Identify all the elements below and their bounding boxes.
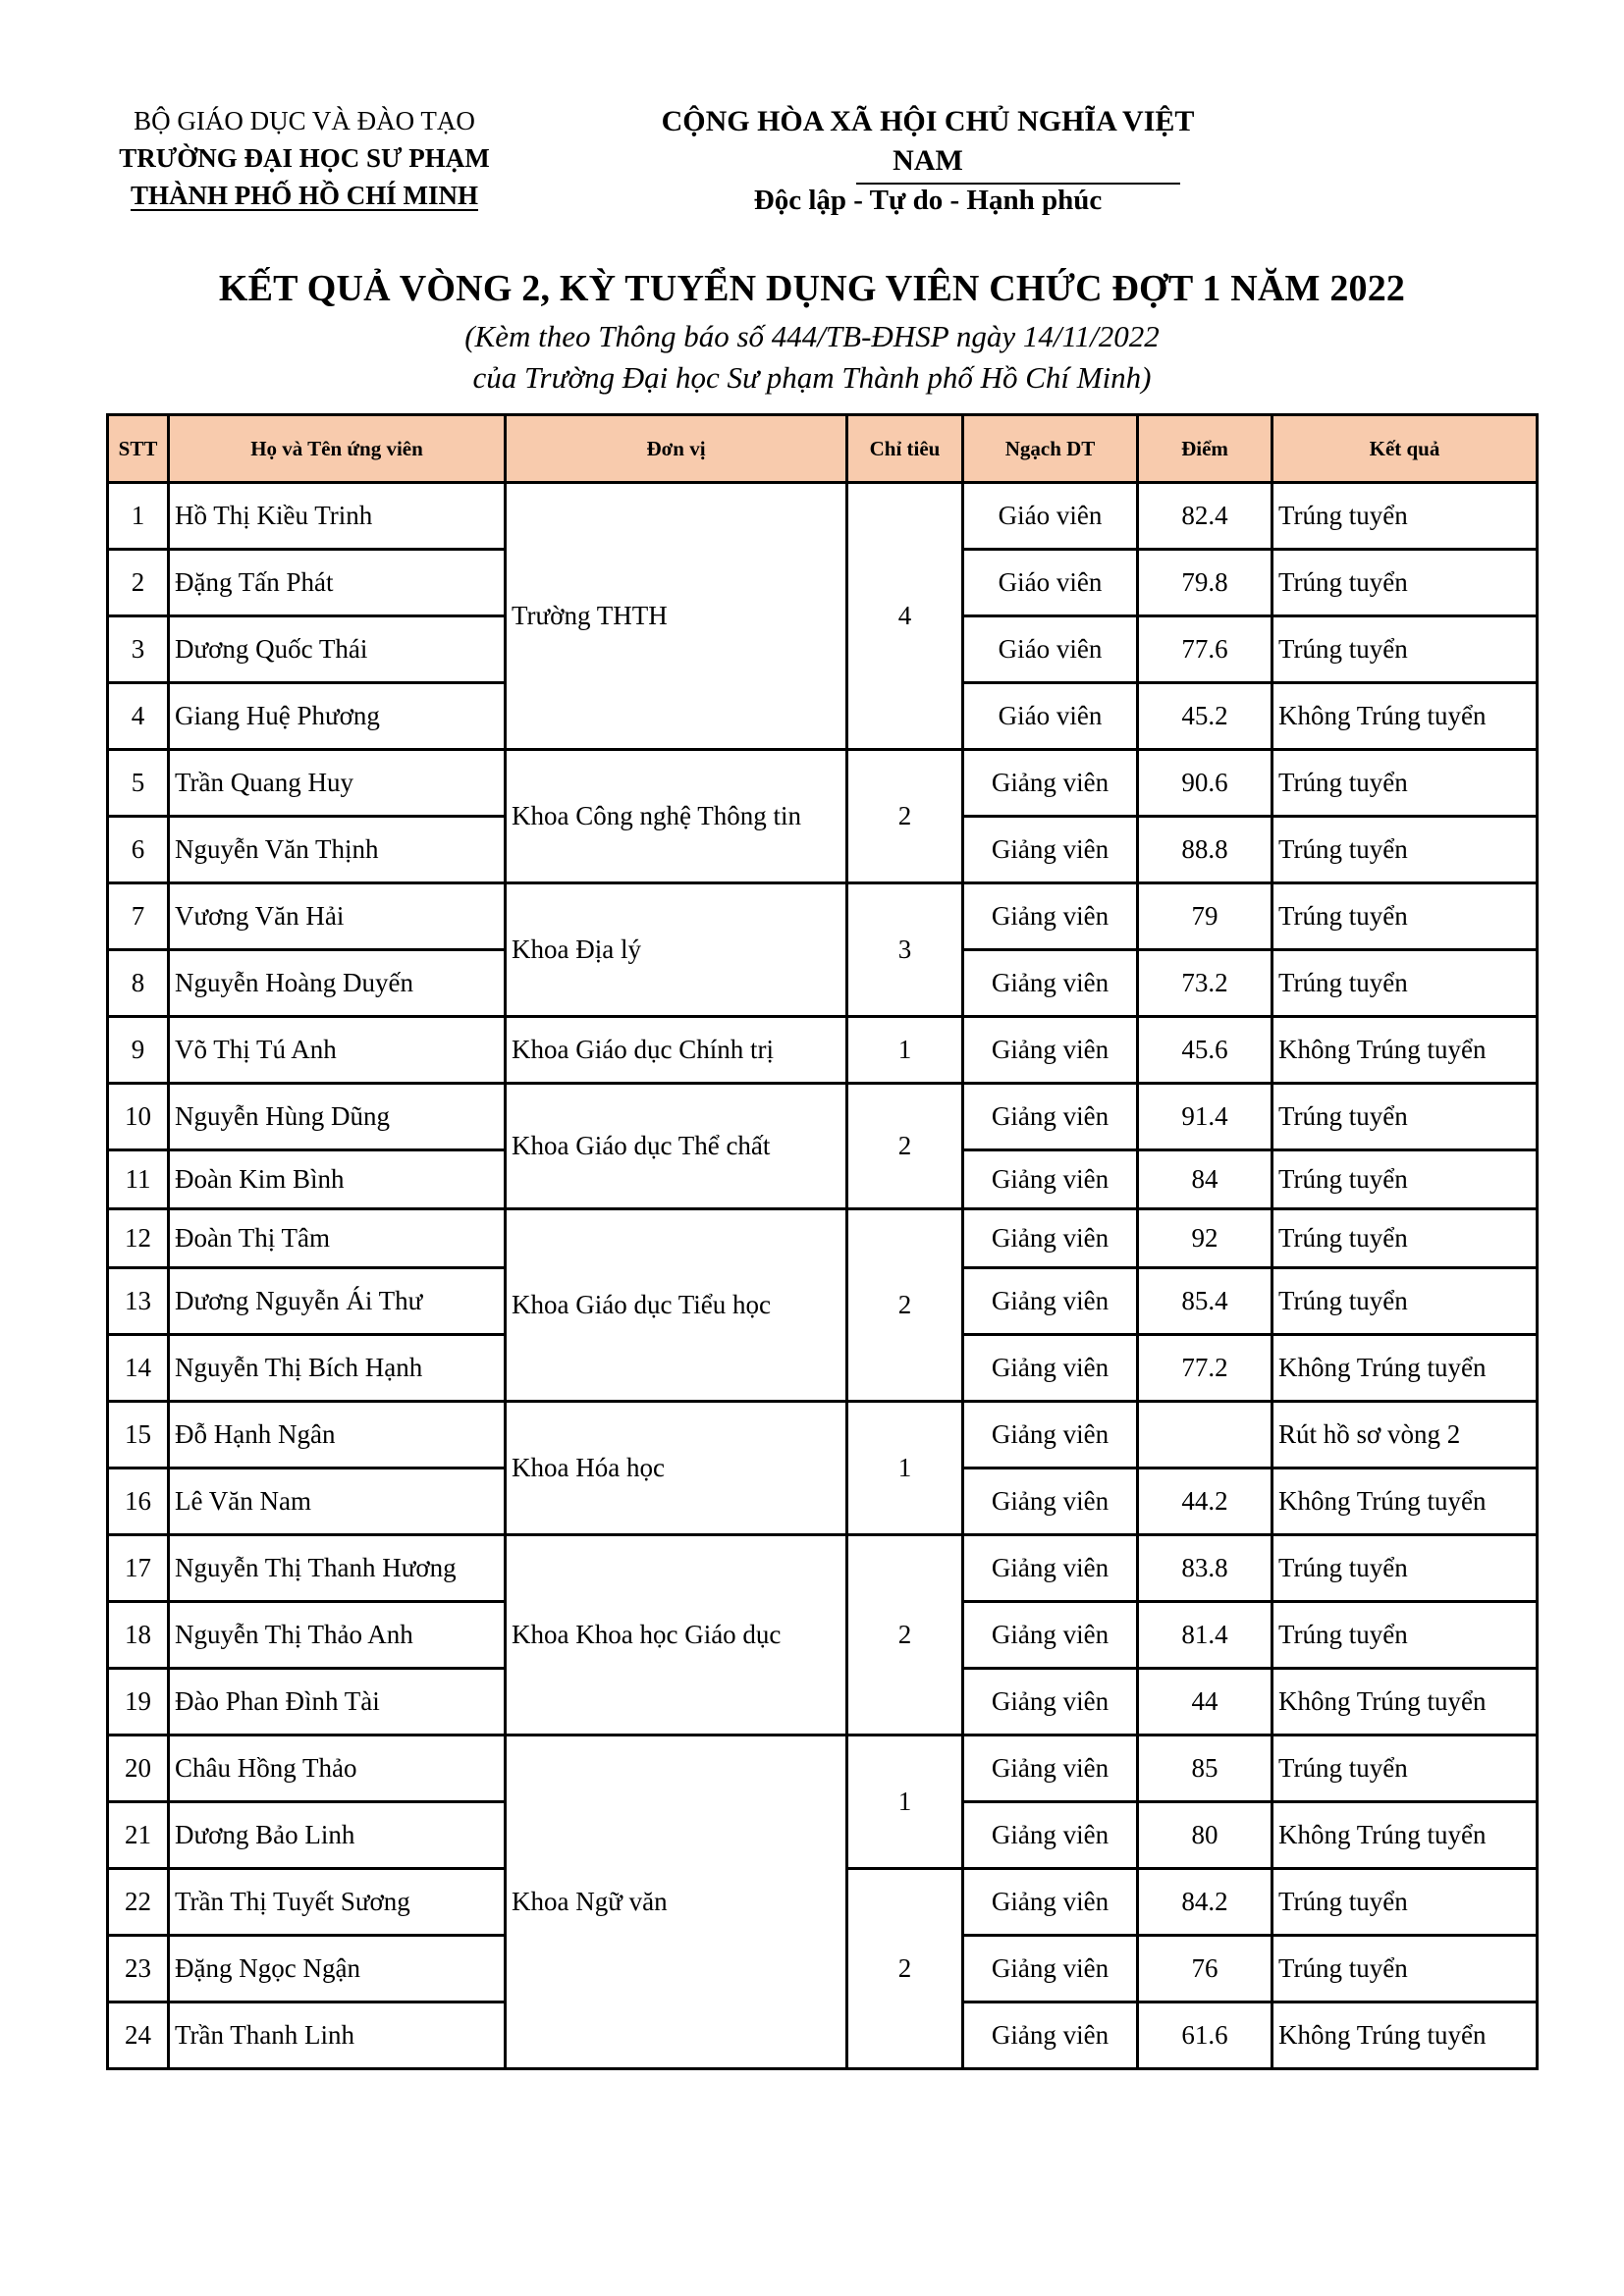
cell-score: 79	[1138, 883, 1272, 950]
table-row	[108, 883, 1538, 950]
cell-result: Trúng tuyển	[1272, 1150, 1538, 1209]
cell-name: Nguyễn Hùng Dũng	[169, 1084, 506, 1150]
cell-result: Không Trúng tuyển	[1272, 1669, 1538, 1735]
cell-name: Lê Văn Nam	[169, 1468, 506, 1535]
table-header-row	[108, 415, 1538, 483]
results-table	[106, 413, 1539, 2070]
cell-stt: 18	[108, 1602, 169, 1669]
cell-name: Đặng Tấn Phát	[169, 550, 506, 616]
cell-result: Không Trúng tuyển	[1272, 1468, 1538, 1535]
cell-unit: Trường THTH	[506, 483, 847, 750]
cell-result: Không Trúng tuyển	[1272, 1335, 1538, 1402]
cell-name: Nguyễn Văn Thịnh	[169, 817, 506, 883]
cell-score: 45.2	[1138, 683, 1272, 750]
cell-rank: Giáo viên	[963, 550, 1138, 616]
motto-underline	[856, 183, 1180, 185]
cell-score: 76	[1138, 1936, 1272, 2002]
cell-stt: 3	[108, 616, 169, 683]
col-header-rank: Ngạch DT	[963, 415, 1138, 483]
cell-result: Rút hồ sơ vòng 2	[1272, 1402, 1538, 1468]
cell-result: Trúng tuyển	[1272, 817, 1538, 883]
cell-rank: Giảng viên	[963, 1602, 1138, 1669]
cell-rank: Giảng viên	[963, 1802, 1138, 1869]
cell-rank: Giảng viên	[963, 1535, 1138, 1602]
table-row	[108, 1535, 1538, 1602]
cell-score: 88.8	[1138, 817, 1272, 883]
cell-name: Võ Thị Tú Anh	[169, 1017, 506, 1084]
cell-stt: 9	[108, 1017, 169, 1084]
university-name-line1: TRƯỜNG ĐẠI HỌC SƯ PHẠM	[119, 143, 490, 173]
cell-rank: Giảng viên	[963, 1869, 1138, 1936]
document-title: KẾT QUẢ VÒNG 2, KỲ TUYỂN DỤNG VIÊN CHỨC ĐỢT 1 NĂM 2022	[218, 268, 1406, 309]
cell-stt: 2	[108, 550, 169, 616]
cell-quota: 2	[847, 1869, 963, 2069]
cell-stt: 24	[108, 2002, 169, 2069]
cell-rank: Giảng viên	[963, 1017, 1138, 1084]
cell-name: Dương Bảo Linh	[169, 1802, 506, 1869]
cell-name: Dương Nguyễn Ái Thư	[169, 1268, 506, 1335]
cell-stt: 14	[108, 1335, 169, 1402]
table-row	[108, 750, 1538, 817]
cell-quota: 1	[847, 1402, 963, 1535]
cell-stt: 22	[108, 1869, 169, 1936]
cell-rank: Giảng viên	[963, 1669, 1138, 1735]
cell-rank: Giáo viên	[963, 616, 1138, 683]
cell-result: Trúng tuyển	[1272, 1084, 1538, 1150]
ministry-name: BỘ GIÁO DỤC VÀ ĐÀO TẠO	[134, 106, 475, 135]
cell-unit: Khoa Địa lý	[506, 883, 847, 1017]
cell-stt: 17	[108, 1535, 169, 1602]
cell-quota: 1	[847, 1735, 963, 1869]
cell-name: Đào Phan Đình Tài	[169, 1669, 506, 1735]
table-row	[108, 1735, 1538, 1802]
cell-rank: Giảng viên	[963, 1268, 1138, 1335]
cell-stt: 11	[108, 1150, 169, 1209]
cell-stt: 21	[108, 1802, 169, 1869]
cell-name: Châu Hồng Thảo	[169, 1735, 506, 1802]
cell-quota: 4	[847, 483, 963, 750]
cell-name: Trần Quang Huy	[169, 750, 506, 817]
cell-score: 85.4	[1138, 1268, 1272, 1335]
table-row	[108, 483, 1538, 550]
cell-rank: Giáo viên	[963, 483, 1138, 550]
cell-score: 61.6	[1138, 2002, 1272, 2069]
cell-quota: 2	[847, 1209, 963, 1402]
cell-name: Đỗ Hạnh Ngân	[169, 1402, 506, 1468]
col-header-name: Họ và Tên ứng viên	[169, 415, 506, 483]
cell-result: Trúng tuyển	[1272, 1869, 1538, 1936]
cell-name: Nguyễn Thị Thanh Hương	[169, 1535, 506, 1602]
cell-name: Nguyễn Hoàng Duyến	[169, 950, 506, 1017]
cell-stt: 7	[108, 883, 169, 950]
cell-quota: 2	[847, 750, 963, 883]
cell-result: Trúng tuyển	[1272, 1735, 1538, 1802]
cell-unit: Khoa Giáo dục Tiểu học	[506, 1209, 847, 1402]
cell-score: 84	[1138, 1150, 1272, 1209]
cell-score: 77.6	[1138, 616, 1272, 683]
university-name-line2: THÀNH PHỐ HỒ CHÍ MINH	[130, 181, 478, 210]
col-header-unit: Đơn vị	[506, 415, 847, 483]
cell-result: Không Trúng tuyển	[1272, 683, 1538, 750]
cell-result: Trúng tuyển	[1272, 1209, 1538, 1268]
cell-unit: Khoa Công nghệ Thông tin	[506, 750, 847, 883]
cell-rank: Giảng viên	[963, 1468, 1138, 1535]
cell-quota: 1	[847, 1017, 963, 1084]
cell-quota: 3	[847, 883, 963, 1017]
cell-result: Trúng tuyển	[1272, 1936, 1538, 2002]
cell-stt: 12	[108, 1209, 169, 1268]
cell-score: 77.2	[1138, 1335, 1272, 1402]
col-header-result: Kết quả	[1272, 415, 1538, 483]
cell-result: Trúng tuyển	[1272, 1602, 1538, 1669]
cell-rank: Giảng viên	[963, 950, 1138, 1017]
cell-name: Vương Văn Hải	[169, 883, 506, 950]
cell-result: Trúng tuyển	[1272, 950, 1538, 1017]
subtitle-line1: (Kèm theo Thông báo số 444/TB-ĐHSP ngày 14/11/2022	[464, 319, 1160, 353]
cell-score: 73.2	[1138, 950, 1272, 1017]
cell-result: Trúng tuyển	[1272, 483, 1538, 550]
cell-result: Trúng tuyển	[1272, 883, 1538, 950]
cell-rank: Giảng viên	[963, 883, 1138, 950]
cell-score: 90.6	[1138, 750, 1272, 817]
national-motto: Độc lập - Tự do - Hạnh phúc	[753, 185, 1103, 216]
cell-name: Trần Thanh Linh	[169, 2002, 506, 2069]
cell-score: 80	[1138, 1802, 1272, 1869]
cell-rank: Giảng viên	[963, 1735, 1138, 1802]
cell-rank: Giảng viên	[963, 1335, 1138, 1402]
col-header-stt: STT	[108, 415, 169, 483]
cell-score	[1138, 1402, 1272, 1468]
cell-score: 91.4	[1138, 1084, 1272, 1150]
cell-unit: Khoa Giáo dục Chính trị	[506, 1017, 847, 1084]
cell-stt: 10	[108, 1084, 169, 1150]
cell-name: Trần Thị Tuyết Sương	[169, 1869, 506, 1936]
national-header	[628, 102, 1227, 220]
cell-unit: Khoa Khoa học Giáo dục	[506, 1535, 847, 1735]
table-row	[108, 1084, 1538, 1150]
cell-result: Trúng tuyển	[1272, 1268, 1538, 1335]
cell-stt: 15	[108, 1402, 169, 1468]
subtitle-line2: của Trường Đại học Sư phạm Thành phố Hồ Chí Minh)	[472, 360, 1152, 395]
cell-name: Nguyễn Thị Bích Hạnh	[169, 1335, 506, 1402]
cell-stt: 13	[108, 1268, 169, 1335]
cell-rank: Giảng viên	[963, 750, 1138, 817]
cell-name: Đoàn Kim Bình	[169, 1150, 506, 1209]
cell-unit: Khoa Giáo dục Thể chất	[506, 1084, 847, 1209]
cell-unit: Khoa Ngữ văn	[506, 1735, 847, 2069]
cell-stt: 5	[108, 750, 169, 817]
cell-name: Giang Huệ Phương	[169, 683, 506, 750]
col-header-score: Điểm	[1138, 415, 1272, 483]
cell-stt: 8	[108, 950, 169, 1017]
cell-score: 44	[1138, 1669, 1272, 1735]
issuer-block	[88, 102, 520, 214]
republic-name: CỘNG HÒA XÃ HỘI CHỦ NGHĨA VIỆT NAM	[661, 105, 1195, 177]
table-row	[108, 1402, 1538, 1468]
cell-quota: 2	[847, 1084, 963, 1209]
cell-stt: 23	[108, 1936, 169, 2002]
cell-rank: Giáo viên	[963, 683, 1138, 750]
col-header-quota: Chỉ tiêu	[847, 415, 963, 483]
cell-score: 44.2	[1138, 1468, 1272, 1535]
cell-result: Không Trúng tuyển	[1272, 1802, 1538, 1869]
cell-stt: 1	[108, 483, 169, 550]
cell-result: Trúng tuyển	[1272, 750, 1538, 817]
cell-stt: 20	[108, 1735, 169, 1802]
cell-name: Đặng Ngọc Ngận	[169, 1936, 506, 2002]
cell-stt: 4	[108, 683, 169, 750]
cell-stt: 6	[108, 817, 169, 883]
cell-rank: Giảng viên	[963, 1209, 1138, 1268]
document-subtitle	[0, 316, 1624, 399]
cell-rank: Giảng viên	[963, 817, 1138, 883]
cell-score: 92	[1138, 1209, 1272, 1268]
cell-rank: Giảng viên	[963, 1084, 1138, 1150]
cell-name: Nguyễn Thị Thảo Anh	[169, 1602, 506, 1669]
cell-result: Trúng tuyển	[1272, 1535, 1538, 1602]
cell-result: Trúng tuyển	[1272, 550, 1538, 616]
cell-name: Hồ Thị Kiều Trinh	[169, 483, 506, 550]
cell-unit: Khoa Hóa học	[506, 1402, 847, 1535]
cell-rank: Giảng viên	[963, 2002, 1138, 2069]
cell-rank: Giảng viên	[963, 1936, 1138, 2002]
cell-score: 81.4	[1138, 1602, 1272, 1669]
cell-result: Không Trúng tuyển	[1272, 1017, 1538, 1084]
table-row	[108, 1209, 1538, 1268]
cell-rank: Giảng viên	[963, 1150, 1138, 1209]
cell-score: 83.8	[1138, 1535, 1272, 1602]
cell-result: Không Trúng tuyển	[1272, 2002, 1538, 2069]
cell-rank: Giảng viên	[963, 1402, 1138, 1468]
cell-name: Dương Quốc Thái	[169, 616, 506, 683]
cell-score: 84.2	[1138, 1869, 1272, 1936]
cell-stt: 16	[108, 1468, 169, 1535]
cell-result: Trúng tuyển	[1272, 616, 1538, 683]
cell-stt: 19	[108, 1669, 169, 1735]
cell-score: 45.6	[1138, 1017, 1272, 1084]
cell-score: 82.4	[1138, 483, 1272, 550]
table-row	[108, 1017, 1538, 1084]
cell-score: 79.8	[1138, 550, 1272, 616]
cell-name: Đoàn Thị Tâm	[169, 1209, 506, 1268]
cell-quota: 2	[847, 1535, 963, 1735]
cell-score: 85	[1138, 1735, 1272, 1802]
